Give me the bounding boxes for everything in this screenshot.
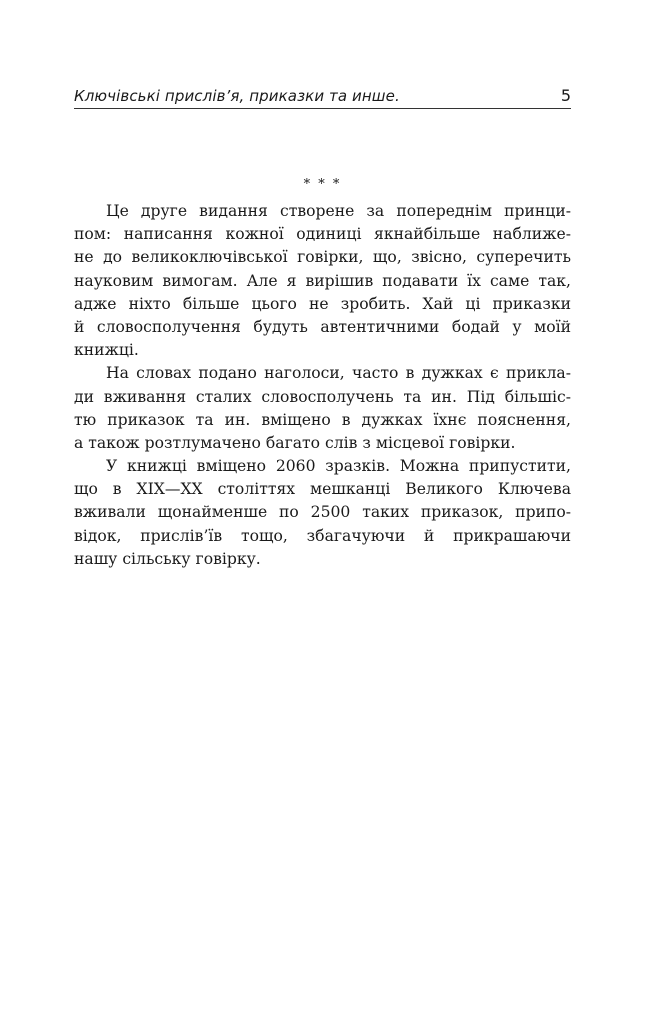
paragraph-1	[74, 200, 571, 362]
text-line: Це друге видання створене за попереднім принци-	[106, 202, 571, 220]
paragraph-3	[74, 455, 571, 571]
running-title: Ключівські прислів’я, приказки та инше.	[74, 87, 400, 105]
text-line: відок, прислів’їв тощо, збагачуючи й прикрашаючи	[74, 526, 571, 545]
body-text	[74, 200, 571, 571]
section-asterism: * * *	[303, 177, 342, 192]
text-line: тю приказок та ин. вміщено в дужках їхнє пояснення,	[74, 410, 571, 429]
text-line: книжці.	[74, 341, 139, 360]
text-line: нашу сільську говірку.	[74, 549, 261, 568]
text-line: пом: написання кожної одиниці якнайбільше наближе-	[74, 225, 571, 244]
paragraph-2	[74, 362, 571, 455]
text-line: не до великоключівської говірки, що, звісно, суперечить	[74, 248, 571, 267]
text-line: й словосполучення будуть автентичними бодай у моїй	[74, 317, 571, 336]
text-line: що в XIX—XX століттях мешканці Великого Ключева	[74, 480, 571, 499]
text-line: науковим вимогам. Але я вирішив подавати їх саме так,	[74, 271, 571, 290]
text-line: У книжці вміщено 2060 зразків. Можна припустити,	[106, 457, 571, 476]
text-line: На словах подано наголоси, часто в дужках є прикла-	[106, 364, 571, 383]
running-header	[74, 86, 571, 109]
text-line: а також розтлумачено багато слів з місцевої говірки.	[74, 433, 516, 452]
text-line: ди вживання сталих словосполучень та ин. Під більшіс-	[74, 387, 571, 406]
text-line: вживали щонайменше по 2500 таких приказок, припо-	[74, 503, 571, 522]
page-number: 5	[560, 86, 571, 105]
text-line: адже ніхто більше цього не зробить. Хай ці приказки	[74, 294, 571, 313]
